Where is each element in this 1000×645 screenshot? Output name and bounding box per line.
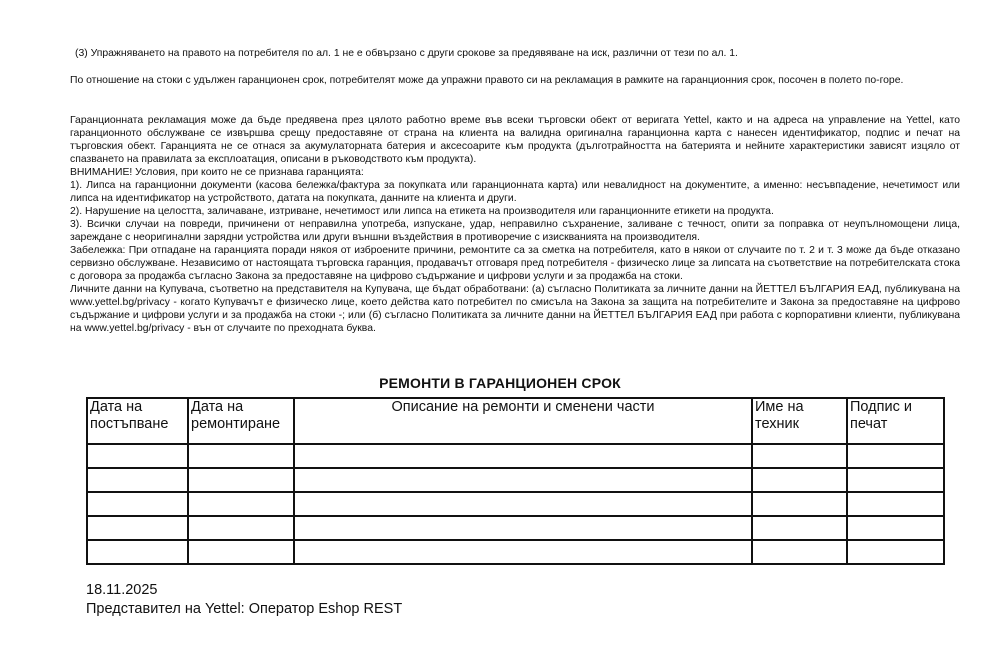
paragraph-warranty-terms: [70, 114, 960, 335]
table-cell[interactable]: [188, 540, 294, 564]
paragraph-line: Личните данни на Купувача, съответно на представителя на Купувача, ще бъдат обработвани: (а) съгласно Политиката за личните данни на ЙЕТТЕЛ БЪЛГАРИЯ ЕАД, публикувана на www.yettel.bg/privacy - когато Купувачът е физическо лице, което действа като потребител по смисъла на Закона за защита на потребителите и Закона за предоставяне на цифрово съдържание и цифрови услуги и за продажба на стоки -; или (б) съгласно Политиката за личните данни на ЙЕТТЕЛ БЪЛГАРИЯ ЕАД при работа с корпоративни клиенти, публикувана на www.yettel.bg/privacy - вън от случаите по преходната буква.: [70, 284, 960, 334]
table-cell[interactable]: [847, 492, 944, 516]
table-cell[interactable]: [294, 540, 752, 564]
header-label-line: Име на: [755, 399, 804, 415]
paragraph-line: По отношение на стоки с удължен гаранционен срок, потребителят може да упражни правото си на рекламация в рамките на гаранционния срок, посочен в полето по-горе.: [70, 75, 904, 86]
table-row: [87, 492, 944, 516]
paragraph-line: Гаранционната рекламация може да бъде предявена през цялото работно време във всеки търговски обект от веригата Yettel, както и на адреса на управление на Yettel, като гаранционното обслужване се извършва срещу предоставяне от страна на клиента на валидна оригинална гаранционна карта с нанесен идентификатор, подпис и печат на търговския обект. Гаранцията не се отнася за акумулаторната батерия и аксесоарите към продукта (дълготрайността на батерията и нейните характеристики зависят изцяло от спазването на правилата за експлоатация, описани в ръководството към продукта).: [70, 115, 960, 165]
header-signature-stamp: [847, 398, 944, 444]
table-cell[interactable]: [847, 516, 944, 540]
header-received-date: [87, 398, 188, 444]
header-repair-description: [294, 398, 752, 444]
table-cell[interactable]: [188, 492, 294, 516]
table-cell[interactable]: [87, 444, 188, 468]
table-row: [87, 540, 944, 564]
table-cell[interactable]: [847, 468, 944, 492]
repairs-table: [86, 397, 945, 565]
table-cell[interactable]: [752, 444, 847, 468]
table-cell[interactable]: [294, 516, 752, 540]
table-cell[interactable]: [752, 540, 847, 564]
header-label-line: печат: [850, 416, 888, 432]
header-label-line: Дата на: [90, 399, 143, 415]
paragraph-extended-warranty: [70, 74, 960, 87]
table-cell[interactable]: [752, 492, 847, 516]
header-label-line: Дата на: [191, 399, 244, 415]
table-cell[interactable]: [752, 516, 847, 540]
table-cell[interactable]: [87, 540, 188, 564]
paragraph-line: (3) Упражняването на правото на потребителя по ал. 1 не е обвързано с други срокове за предявяване на иск, различни от тези по ал. 1.: [75, 48, 738, 59]
repairs-table-title: РЕМОНТИ В ГАРАНЦИОНЕН СРОК: [379, 375, 621, 391]
table-cell[interactable]: [752, 468, 847, 492]
document-date: 18.11.2025: [86, 582, 158, 598]
header-label-line: Описание на ремонти и сменени части: [391, 399, 655, 415]
paragraph-line: Забележка: При отпадане на гаранцията поради някоя от изброените причини, ремонтите са за сметка на потребителя, като в някои от случаите по т. 2 и т. 3 може да бъде отказано сервизно обслужване. Независимо от настоящата търговска гаранция, продавачът отговаря пред потребителя - физическо лице за липсата на съответствие на потребителската стока с договора за продажба съгласно Закона за предоставяне на цифрово съдържание и цифрови услуги и за продажба на стоки.: [70, 245, 960, 282]
header-label-line: постъпване: [90, 416, 169, 432]
table-cell[interactable]: [294, 468, 752, 492]
paragraph-line: 2). Нарушение на целостта, заличаване, изтриване, нечетимост или липса на етикета на производителя или гаранционните етикети на продукта.: [70, 206, 774, 217]
header-label-line: Подпис и: [850, 399, 912, 415]
table-cell[interactable]: [294, 492, 752, 516]
paragraph-line: 3). Всички случаи на повреди, причинени от неправилна употреба, изпускане, удар, неправилно съхранение, заливане с течност, опити за поправка от неупълномощени лица, зареждане с неоригинални зарядни устройства или други външни въздействия в противоречие с изискванията на производителя.: [70, 219, 960, 243]
paragraph-claim-deadline: [75, 47, 965, 60]
table-cell[interactable]: [847, 444, 944, 468]
repairs-table-header-row: [87, 398, 944, 444]
table-cell[interactable]: [188, 516, 294, 540]
table-cell[interactable]: [188, 444, 294, 468]
table-cell[interactable]: [847, 540, 944, 564]
table-cell[interactable]: [294, 444, 752, 468]
paragraph-line: ВНИМАНИЕ! Условия, при които не се признава гаранцията:: [70, 167, 364, 178]
table-row: [87, 444, 944, 468]
document-footer: [86, 581, 402, 619]
representative-line: Представител на Yettel: Оператор Eshop REST: [86, 601, 403, 617]
table-row: [87, 468, 944, 492]
header-repaired-date: [188, 398, 294, 444]
table-cell[interactable]: [87, 492, 188, 516]
paragraph-line: 1). Липса на гаранционни документи (касова бележка/фактура за покупката или гаранционната карта) или невалидност на документите, а именно: несъвпадение, нечетимост или липса на идентификатор на устройството, датата на покупката, данните на клиента и други.: [70, 180, 960, 204]
table-row: [87, 516, 944, 540]
header-label-line: техник: [755, 416, 799, 432]
header-label-line: ремонтиране: [191, 416, 281, 432]
table-cell[interactable]: [188, 468, 294, 492]
header-technician-name: [752, 398, 847, 444]
table-cell[interactable]: [87, 516, 188, 540]
table-cell[interactable]: [87, 468, 188, 492]
